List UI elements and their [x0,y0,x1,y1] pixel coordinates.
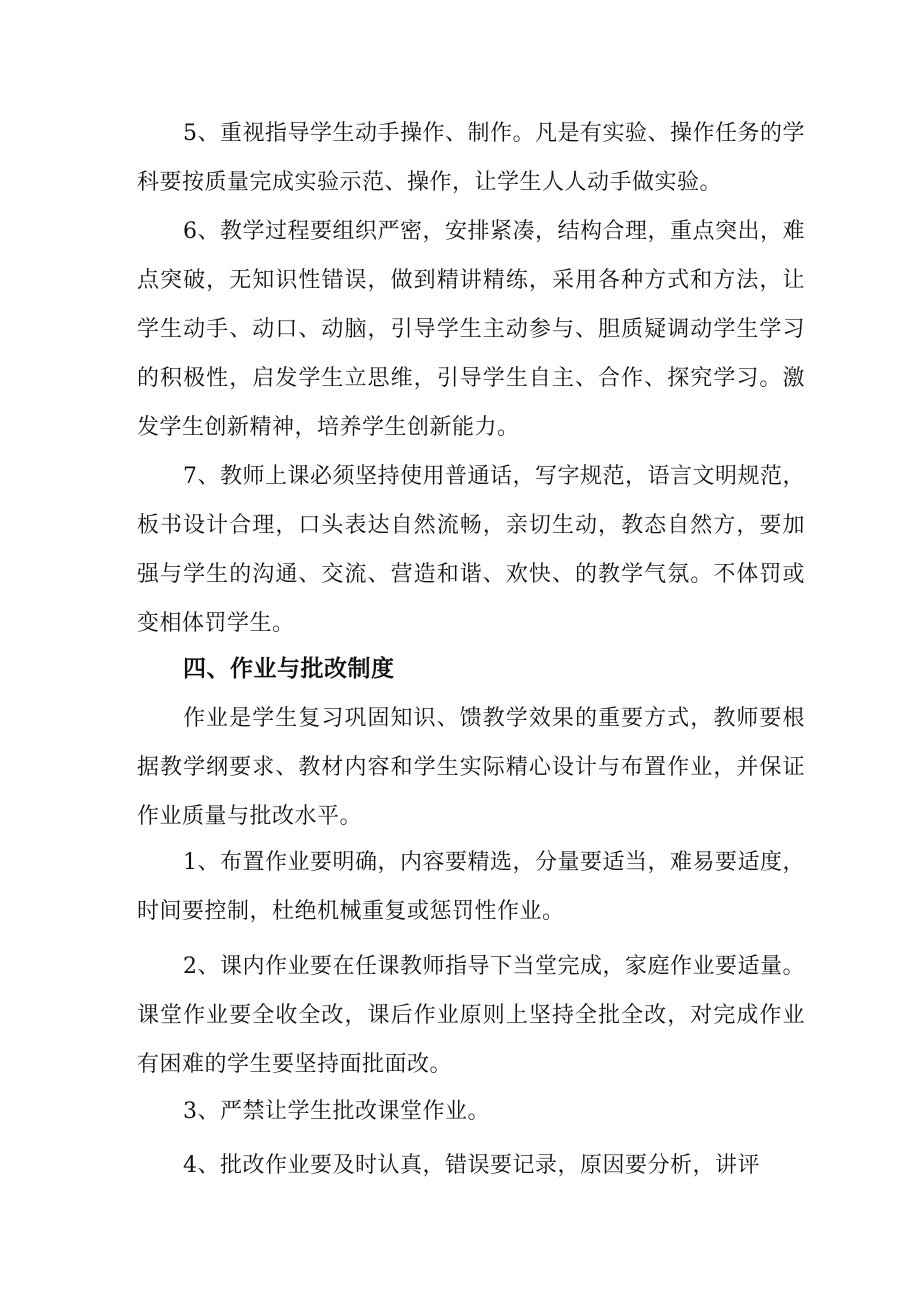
paragraph-item-5: 5、重视指导学生动手操作、制作。凡是有实验、操作任务的学科要按质量完成实验示范、操作，让学生人人动手做实验。 [137,121,805,195]
paragraph-homework-intro: 作业是学生复习巩固知识、馈教学效果的重要方式，教师要根据教学纲要求、教材内容和学生实际精心设计与布置作业，并保证作业质量与批改水平。 [137,706,805,829]
paragraph-homework-1: 1、布置作业要明确，内容要精选，分量要适当，难易要适度，时间要控制，杜绝机械重复或惩罚性作业。 [137,850,805,924]
paragraph-homework-2: 2、课内作业要在任课教师指导下当堂完成，家庭作业要适量。课堂作业要全收全改，课后作业原则上坚持全批全改，对完成作业有困难的学生要坚持面批面改。 [137,954,805,1077]
paragraph-homework-4: 4、批改作业要及时认真，错误要记录，原因要分析，讲评 [183,1153,760,1178]
paragraph-homework-3: 3、严禁让学生批改课堂作业。 [183,1099,490,1124]
paragraph-item-6: 6、教学过程要组织严密，安排紧凑，结构合理，重点突出，难点突破，无知识性错误，做到精讲精练，采用各种方式和方法，让学生动手、动口、动脑，引导学生主动参与、胆质疑调动学生学习的积极性，启发学生立思维，引导学生自主、合作、探究学习。激发学生创新精神，培养学生创新能力。 [137,219,805,440]
section-heading-homework: 四、作业与批改制度 [183,656,395,682]
paragraph-item-7: 7、教师上课必须坚持使用普通话，写字规范，语言文明规范，板书设计合理，口头表达自然流畅，亲切生动，教态自然方，要加强与学生的沟通、交流、营造和谐、欢快、的教学气氛。不体罚或变相体罚学生。 [137,464,805,636]
